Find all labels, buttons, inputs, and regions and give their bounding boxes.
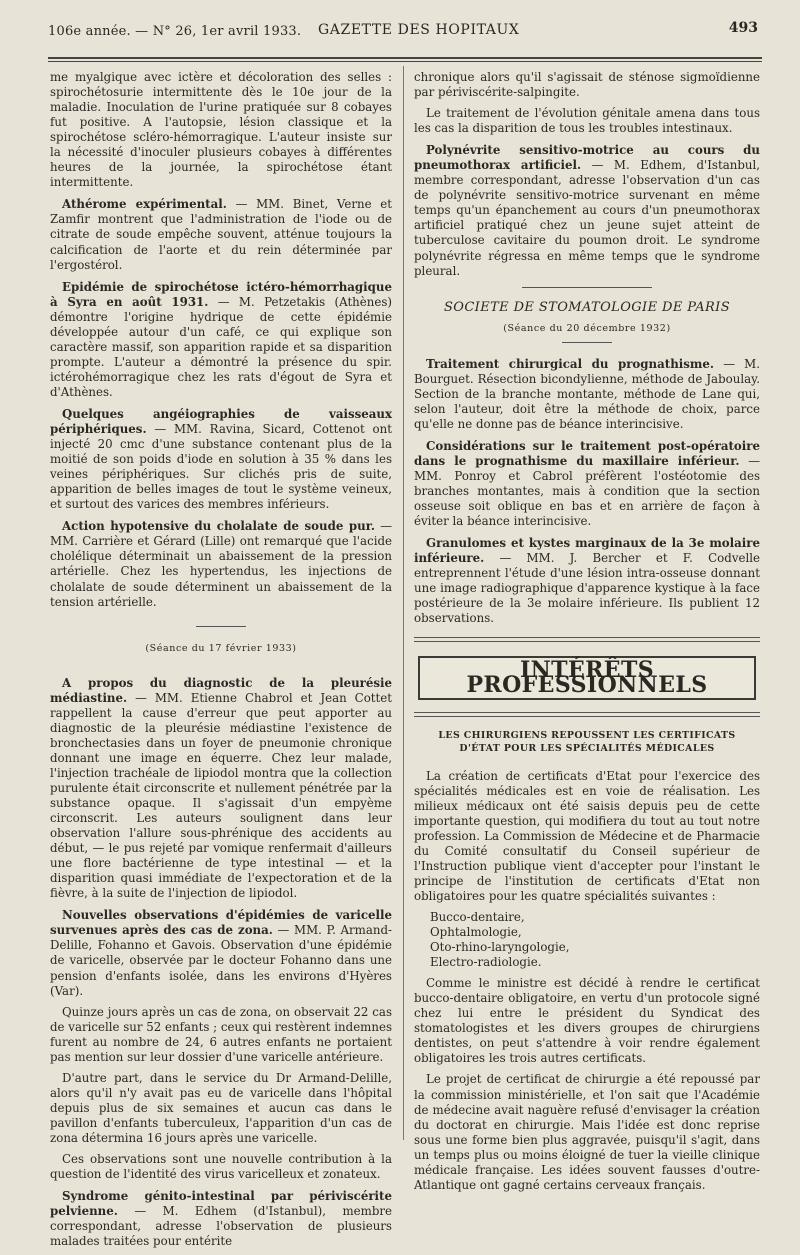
right-column	[414, 70, 760, 1199]
left-column	[50, 70, 392, 1255]
section-banner: INTÉRÊTS PROFESSIONNELS	[418, 656, 756, 700]
article-title: Granulomes et kystes marginaux de la 3e molaire inférieure.	[414, 536, 760, 566]
divider	[522, 287, 652, 288]
article-text: — MM. Carrière et Gérard (Lille) ont remarqué que l'acide cholélique déterminait un abaissement de la pression artérielle. Chez les hypertendus, les injections de cholalate de soude déterminent un abaissement de la tension artérielle.	[50, 519, 392, 609]
article	[50, 519, 392, 609]
article-title: Athérome expérimental.	[62, 197, 227, 212]
list-item: Ophtalmologie,	[430, 925, 522, 940]
session-heading: (Séance du 20 décembre 1932)	[503, 322, 671, 334]
article	[50, 908, 392, 998]
article	[414, 357, 760, 432]
article-title: Quelques angéiographies de vaisseaux périphériques.	[50, 406, 392, 437]
specialty-list	[430, 910, 760, 970]
paragraph: chronique alors qu'il s'agissait de sténose sigmoïdienne par périviscérite-salpingite.	[414, 70, 760, 100]
paragraph: me myalgique avec ictère et décoloration des selles : spirochétosurie intermittente dès le 10e jour de la maladie. Inoculation de l'urine pratiquée sur 8 cobayes fut positive. A l'autopsie, lésion classique et la spirochétose scléro-hémorragique. L'auteur insiste sur la nécessité d'inoculer plusieurs cobayes à différentes heures de la journée, la spirochétose étant intermittente.	[50, 70, 392, 190]
paragraph: La création de certificats d'Etat pour l'exercice des spécialités médicales est en voie de réalisation. Les milieux médicaux ont été saisis depuis peu de cette importante question, qui modifiera du tout au tout notre profession. La Commission de Médecine et de Pharmacie du Comité consultatif du Conseil supérieur de l'Instruction publique vient d'accepter pour l'instant le principe de l'institution de certificats d'Etat non obligatoires pour les quatre spécialités suivantes :	[414, 768, 760, 903]
column-separator	[403, 66, 404, 1140]
article-text: — MM. Ponroy et Cabrol préfèrent l'ostéotomie des branches montantes, mais à condition que la section osseuse soit oblique en bas et en arrière de façon à éviter la béance interincisive.	[414, 453, 760, 529]
journal-title: GAZETTE DES HOPITAUX	[318, 22, 520, 38]
article-title: Epidémie de spirochétose ictéro-hémorrhagique à Syra en août 1931.	[50, 279, 392, 309]
article-text: — MM. J. Bercher et F. Codvelle entreprennent l'étude d'une lésion intra-osseuse donnant une image radiographique d'apparence kystique à la face postérieure de la 3e molaire inférieure. Ils publient 12 observations.	[414, 551, 761, 626]
paragraph: Le traitement de l'évolution génitale amena dans tous les cas la disparition de tous les troubles intestinaux.	[414, 106, 760, 136]
article	[50, 197, 392, 272]
list-item: Bucco-dentaire,	[430, 910, 525, 925]
paragraph: Quinze jours après un cas de zona, on observait 22 cas de varicelle sur 52 enfants ; ceux qui restèrent indemnes furent au nombre de 24, 6 autres enfants ne portaient pas mention sur leur dossier d'une varicelle antérieure.	[50, 1004, 392, 1064]
list-item: Oto-rhino-laryngologie,	[430, 940, 570, 955]
article-text: — MM. Etienne Chabrol et Jean Cottet rappellent la cause d'erreur que peut apporter au diagnostic de la pleurésie médiastine l'existence de bronchectasies dans un foyer de pneumonie chronique donnant une image en équerre. Chez leur malade, l'injection trachéale de lipiodol montra que la collection purulente était circonscrite et nullement pénétrée par la substance opaque. Il s'agissait d'un empyème circonscrit. Les auteurs soulignent dans leur observation l'allure sous-phrénique des accidents au début, — le pus rejeté par vomique renfermait d'ailleurs une flore bactérienne de type intestinal — et la disparition quasi immédiate de l'expectoration et de la fièvre, à la suite de l'injection de lipiodol.	[50, 690, 392, 901]
article-title: Traitement chirurgical du prognathisme.	[426, 356, 714, 371]
issue-info: 106e année. — N° 26, 1er avril 1933.	[48, 24, 302, 39]
article-title: Syndrome génito-intestinal par périviscérite pelvienne.	[50, 1189, 392, 1219]
article-text: — MM. Binet, Verne et Zamfir montrent que l'administration de l'iode ou de citrate de soude empêche souvent, atténue toujours la calcification de l'aorte et du rein déterminée par l'ergostérol.	[50, 197, 392, 272]
article	[50, 407, 392, 512]
article	[50, 280, 392, 400]
paragraph: Le projet de certificat de chirurgie a été repoussé par la commission ministérielle, et l'on sait que l'Académie de médecine avait naguère refusé d'envisager la création du doctorat en chirurgie. Mais l'idée est donc reprise sous une forme bien plus aggravée, puisqu'il s'agit, dans un temps plus ou moins éloigné de tuer la vieille clinique médicale française. Les idées souvent fausses d'outre-Atlantique ont gagné certains cerveaux français.	[414, 1072, 760, 1192]
article	[414, 536, 760, 626]
article	[414, 143, 760, 278]
list-item: Electro-radiologie.	[430, 955, 542, 970]
paragraph: Comme le ministre est décidé à rendre le certificat bucco-dentaire obligatoire, en vertu d'un protocole signé chez lui entre le président du Syndicat des stomatologistes et les divers groupes de chirurgiens dentistes, on peut s'attendre à voir rendre également obligatoires les trois autres certificats.	[414, 976, 760, 1066]
article	[414, 439, 760, 529]
divider	[562, 342, 612, 343]
article-title: A propos du diagnostic de la pleurésie médiastine.	[50, 675, 392, 705]
page-number: 493	[728, 20, 758, 36]
article-title: Polynévrite sensitivo-motrice au cours du pneumothorax artificiel.	[414, 143, 760, 173]
article-text: — M. Edhem, d'Istanbul, membre correspondant, adresse l'observation d'un cas de polynévrite sensitivo-motrice survenant en même temps qu'un épanchement au cours d'un pneumothorax artificiel pratiqué chez un jeune sujet atteint de tuberculose cavitaire du poumon droit. Le syndrome polynévrite régressa en même temps que le syndrome pleural.	[414, 158, 761, 278]
article-text: — M. Edhem (d'Istanbul), membre correspondant, adresse l'observation de plusieurs malades traitées pour entérite	[50, 1204, 392, 1249]
article-text: — MM. P. Armand-Delille, Fohanno et Gavois. Observation d'une épidémie de varicelle, observée par le docteur Fohanno dans une pension d'enfants isolée, dans les environs d'Hyères (Var).	[50, 923, 393, 998]
article-title: Nouvelles observations d'épidémies de varicelle survenues après des cas de zona.	[50, 908, 392, 938]
divider	[196, 626, 246, 627]
article	[50, 676, 392, 902]
article-text: — MM. Ravina, Sicard, Cottenot ont injecté 20 cmc d'une substance contenant plus de la moitié de son poids d'iode en solution à 35 % dans les veines périphériques. Sur clichés pris de suite, apparition de belles images de tout le système veineux, et surtout des varices des membres inférieurs.	[50, 422, 393, 512]
section-rule	[414, 637, 760, 642]
header-rule	[48, 57, 762, 59]
article-text: — M. Bourguet. Résection bicondylienne, méthode de Jaboulay. Section de la branche montante, méthode de Lane qui, selon l'auteur, doit être la méthode de choix, parce qu'elle ne donne pas de béance interincisive.	[414, 356, 760, 431]
header-rule-thin	[48, 61, 762, 62]
society-heading: SOCIETE DE STOMATOLOGIE DE PARIS	[443, 299, 731, 315]
paragraph: Ces observations sont une nouvelle contribution à la question de l'identité des virus varicelleux et zonateux.	[50, 1152, 392, 1182]
article	[50, 1189, 392, 1249]
article-title: Action hypotensive du cholalate de soude pur.	[62, 519, 375, 534]
article-heading: LES CHIRURGIENS REPOUSSENT LES CERTIFICATS D'ÉTAT POUR LES SPÉCIALITÉS MÉDICALES	[438, 729, 736, 754]
article-text: — M. Petzetakis (Athènes) démontre l'origine hydrique de cette épidémie développée autour d'un café, ce qui explique son caractère massif, son apparition rapide et sa disparition prompte. L'auteur a démontré la présence du spir. ictérohémorragique chez les rats d'égout de Syra et d'Athènes.	[50, 294, 392, 399]
article-title: Considérations sur le traitement post-opératoire dans le prognathisme du maxillaire inférieur.	[414, 438, 760, 468]
session-heading: (Séance du 17 février 1933)	[145, 642, 297, 654]
paragraph: D'autre part, dans le service du Dr Armand-Delille, alors qu'il n'y avait pas eu de varicelle dans l'hôpital depuis plus de six semaines et aucun cas dans le pavillon d'enfants tuberculeux, l'apparition d'un cas de zona détermina 16 jours après une varicelle.	[50, 1070, 392, 1145]
section-rule	[414, 712, 760, 717]
page-header	[48, 20, 762, 42]
